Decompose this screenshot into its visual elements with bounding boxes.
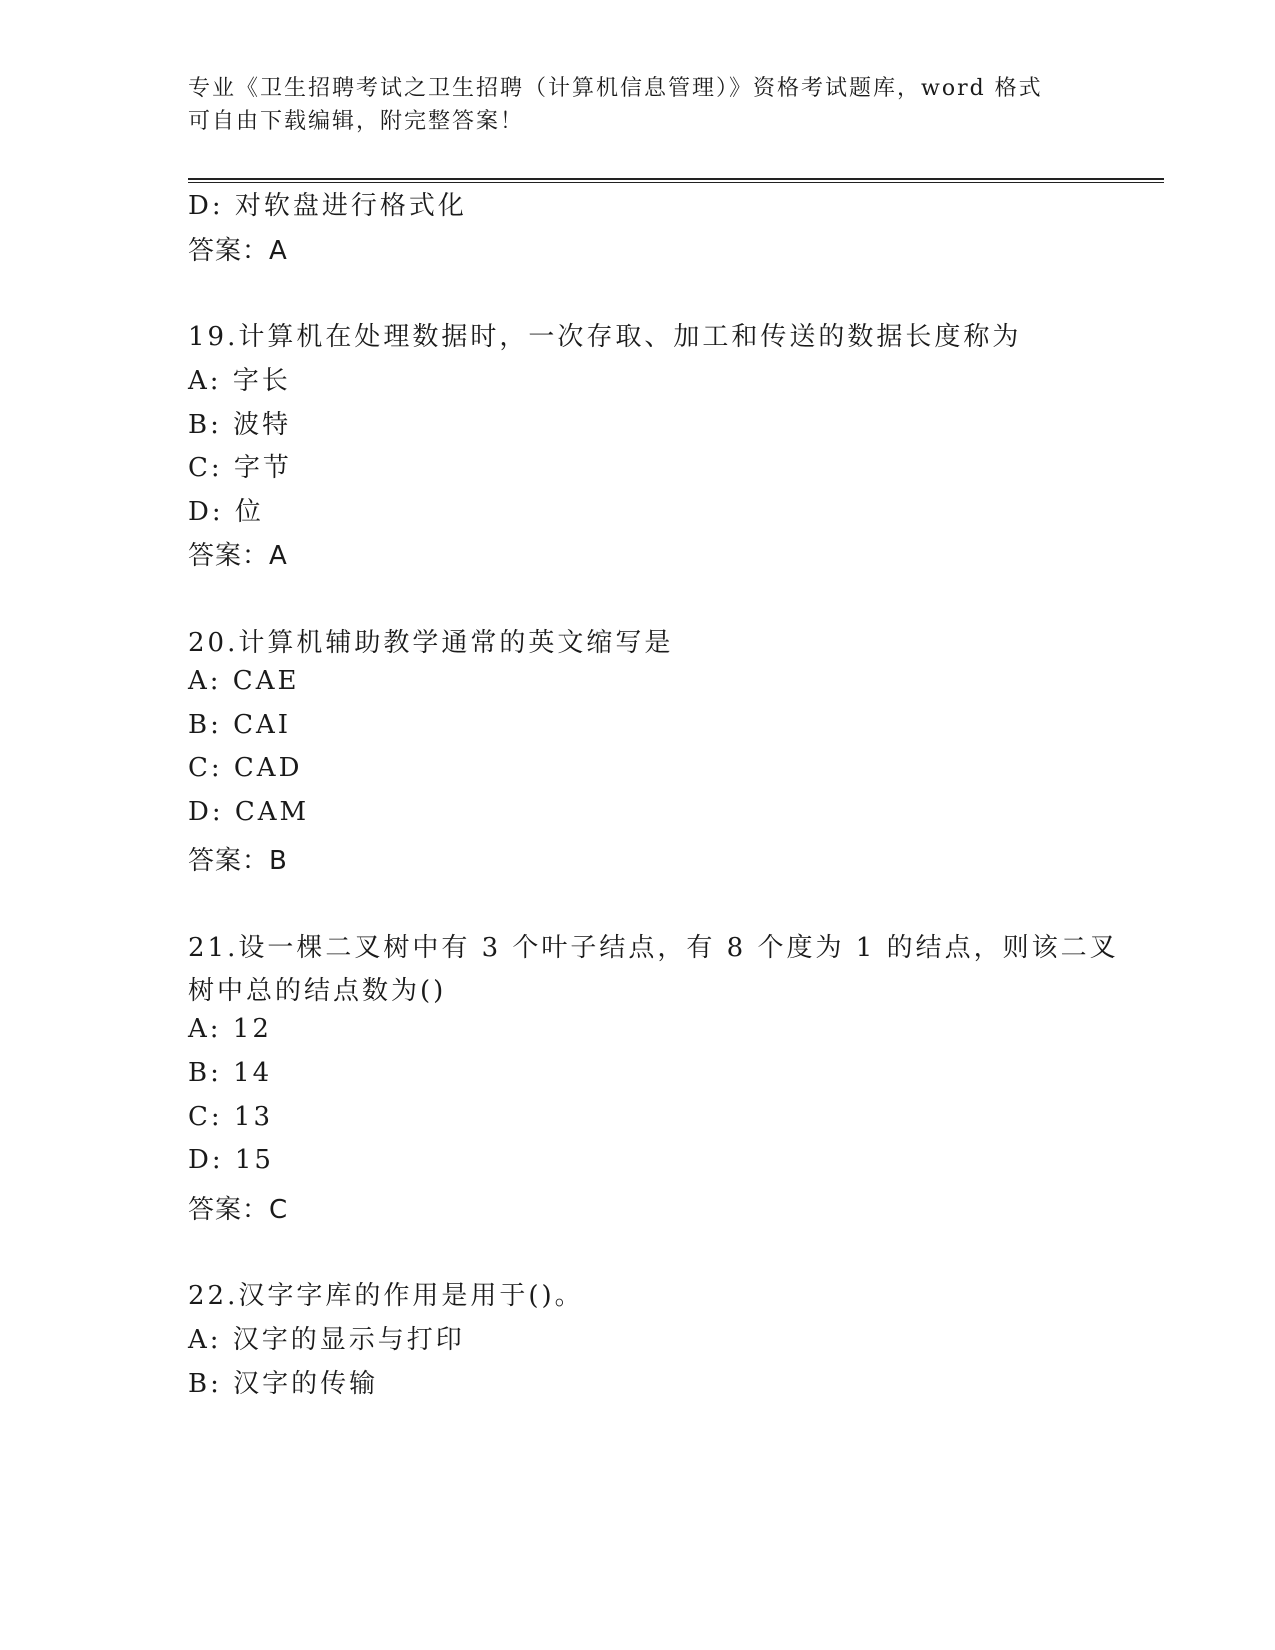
q21-stem-line-1: 21.设一棵二叉树中有 3 个叶子结点，有 8 个度为 1 的结点，则该二叉 — [188, 933, 1119, 963]
q19-answer: 答案：A — [188, 541, 288, 571]
q21-option-d: D: 15 — [188, 1145, 274, 1175]
prev-option-d: D: 对软盘进行格式化 — [188, 191, 467, 221]
q21-answer: 答案：C — [188, 1195, 289, 1225]
q19-option-d: D: 位 — [188, 497, 264, 527]
q19-option-c: C: 字节 — [188, 453, 292, 483]
q22-option-b: B: 汉字的传输 — [188, 1369, 379, 1399]
q21-option-c: C: 13 — [188, 1102, 274, 1132]
q20-stem: 20.计算机辅助教学通常的英文缩写是 — [188, 628, 674, 658]
q20-answer: 答案：B — [188, 846, 288, 876]
header-divider — [188, 178, 1164, 183]
q20-option-c: C: CAD — [188, 753, 303, 783]
q20-option-a: A: CAE — [188, 666, 300, 696]
header-line-2: 可自由下载编辑，附完整答案！ — [188, 109, 525, 134]
q22-stem: 22.汉字字库的作用是用于()。 — [188, 1281, 584, 1311]
q19-option-a: A: 字长 — [188, 366, 291, 396]
q22-option-a: A: 汉字的显示与打印 — [188, 1325, 465, 1355]
q20-option-d: D: CAM — [188, 797, 310, 827]
q19-option-b: B: 波特 — [188, 410, 292, 440]
q19-stem: 19.计算机在处理数据时，一次存取、加工和传送的数据长度称为 — [188, 322, 1022, 352]
header-line-1: 专业《卫生招聘考试之卫生招聘（计算机信息管理）》资格考试题库，word 格式 — [188, 76, 1043, 101]
document-header — [188, 72, 1088, 138]
q21-option-a: A: 12 — [188, 1014, 272, 1044]
q20-option-b: B: CAI — [188, 710, 292, 740]
prev-answer: 答案：A — [188, 236, 288, 266]
q21-option-b: B: 14 — [188, 1058, 273, 1088]
q21-stem-line-2: 树中总的结点数为() — [188, 976, 447, 1006]
